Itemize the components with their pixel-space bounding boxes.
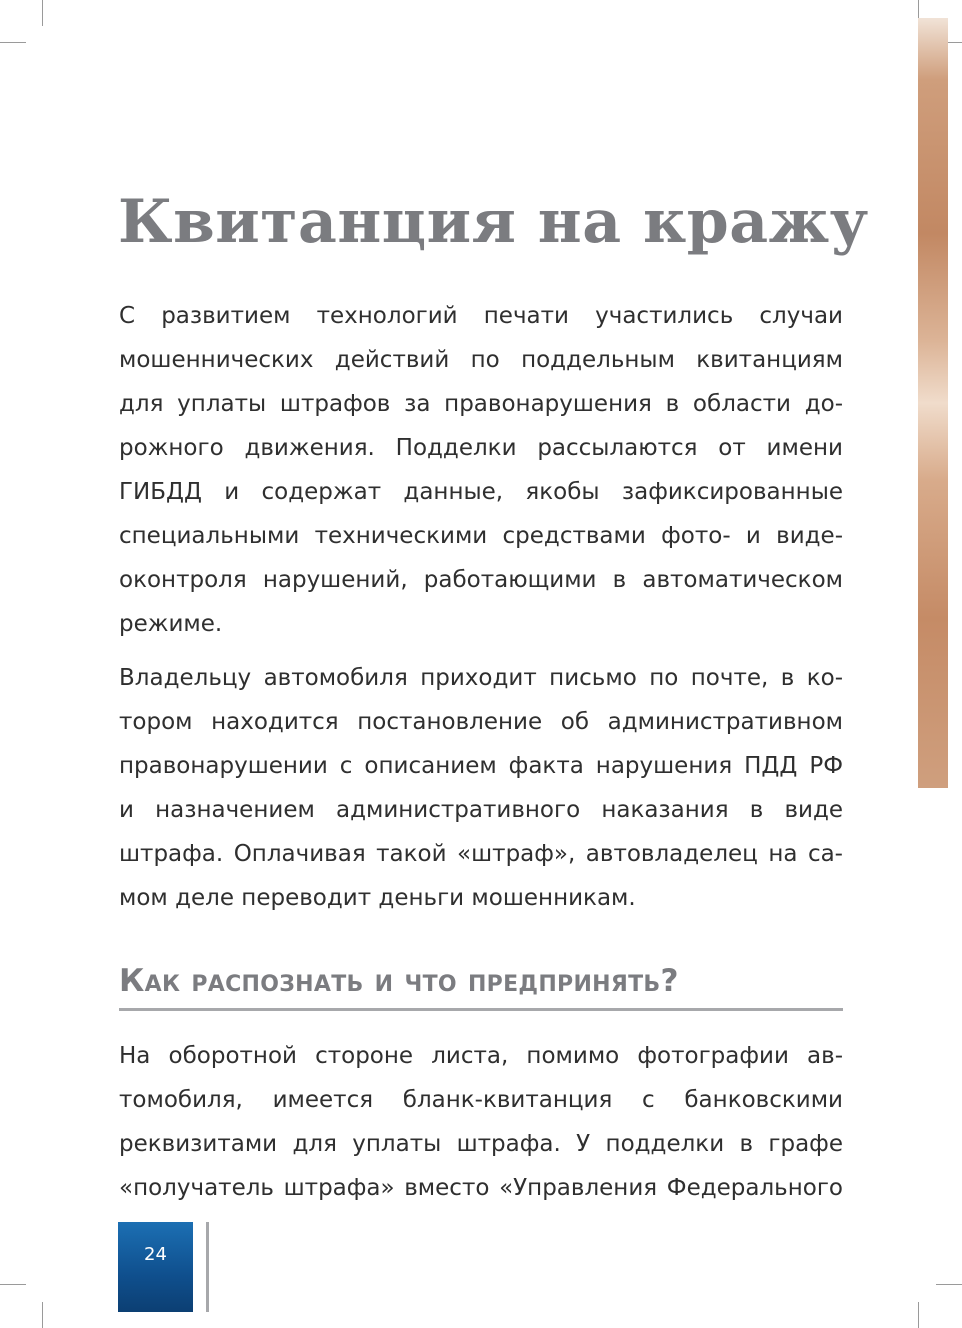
crop-mark [936,1284,962,1285]
section-heading: Как распознать и что предпринять? [119,963,679,999]
text-line: штрафа. Оплачивая такой «штраф», автовладелец на са- [119,841,843,867]
text-line: томобиля, имеется бланк-квитанция с банковскими [119,1087,843,1113]
text-line: Владельцу автомобиля приходит письмо по почте, в ко- [119,665,843,691]
text-line: для уплаты штрафов за правонарушения в области до- [119,391,843,417]
crop-mark [42,1302,43,1328]
paragraph-detection [119,1034,843,1210]
text-line: На оборотной стороне листа, помимо фотографии ав- [119,1043,843,1069]
decorative-edge-strip [918,18,948,788]
text-line: правонарушении с описанием факта нарушения ПДД РФ [119,753,843,779]
page-number-divider [206,1222,209,1312]
text-line: реквизитами для уплаты штрафа. У подделки в графе [119,1131,843,1157]
paragraph-scheme [119,656,843,920]
text-line: рожного движения. Подделки рассылаются от имени [119,435,843,461]
paragraph-intro [119,294,843,646]
crop-mark [42,0,43,26]
text-line: оконтроля нарушений, работающими в автоматическом [119,567,843,593]
page-number: 24 [118,1222,193,1312]
crop-mark [0,1284,26,1285]
text-line: мошеннических действий по поддельным квитанциям [119,347,843,373]
text-line: тором находится постановление об административном [119,709,843,735]
text-line: мом деле переводит деньги мошенникам. [119,885,636,911]
crop-mark [918,1302,919,1328]
text-line: С развитием технологий печати участились случаи [119,303,843,329]
crop-mark [0,42,26,43]
text-line: специальными техническими средствами фото- и виде- [119,523,843,549]
heading-underline [119,1008,843,1011]
text-line: режиме. [119,611,223,637]
text-line: и назначением административного наказания в виде [119,797,843,823]
page-title: Квитанция на кражу [118,187,869,257]
text-line: «получатель штрафа» вместо «Управления Федерального [119,1175,843,1201]
text-line: ГИБДД и содержат данные, якобы зафиксированные [119,479,843,505]
